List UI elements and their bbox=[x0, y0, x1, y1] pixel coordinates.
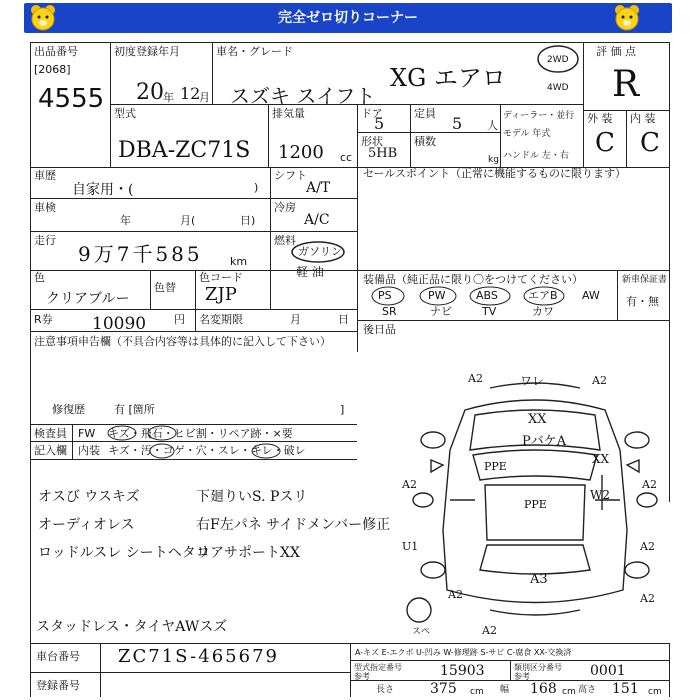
banner-title: 完全ゼロ切りコーナー bbox=[278, 10, 418, 26]
equipment-navi: ナビ bbox=[430, 305, 452, 318]
car-name-label: 車名・グレード bbox=[216, 45, 293, 58]
shape-label: 形状 bbox=[361, 135, 383, 148]
km-unit: km bbox=[230, 255, 248, 268]
damage-mark: A2 bbox=[482, 624, 497, 637]
damage-mark: U1 bbox=[402, 540, 419, 553]
ac-value: A/C bbox=[304, 212, 330, 228]
shaken-day-unit: 日) bbox=[240, 214, 256, 227]
class-code-number: 0001 bbox=[590, 663, 626, 679]
length-label: 長さ bbox=[376, 685, 395, 695]
remark-7: スタッドレス・タイヤAWスズ bbox=[36, 619, 228, 635]
damage-legend: A-キズ E-エクボ U-凹み W-修理跡 S-サビ C-腐食 XX-交換済 bbox=[355, 648, 572, 657]
recycle-label: R券 bbox=[34, 313, 53, 326]
fuel-label: 燃料 bbox=[274, 234, 296, 247]
equipment-sr: SR bbox=[382, 305, 397, 318]
model-label: 型式 bbox=[114, 107, 136, 120]
doors-label: ドア bbox=[361, 107, 383, 120]
height-label: 高さ bbox=[578, 685, 597, 695]
class-code-label: 類別区分番号 bbox=[514, 663, 562, 672]
model-year-label: モデル 年式 bbox=[503, 129, 551, 139]
width-value: 168 bbox=[530, 681, 557, 697]
damage-mark: PバケA bbox=[522, 434, 567, 449]
color-code-label: 色コード bbox=[199, 271, 243, 284]
color-code-value: ZJP bbox=[205, 284, 237, 305]
registration-label: 登録番号 bbox=[36, 679, 80, 692]
length-value: 375 bbox=[430, 681, 457, 697]
capacity-value: 5 bbox=[452, 114, 463, 133]
damage-mark: PPE bbox=[524, 498, 547, 511]
height-value: 151 bbox=[612, 681, 639, 697]
remark-3: ロッドルスレ シートヘタリ bbox=[38, 545, 210, 561]
entry-label: 記入欄 bbox=[34, 444, 67, 457]
doors-value: 5 bbox=[374, 114, 385, 133]
damage-mark: A3 bbox=[530, 572, 548, 587]
history-close: ) bbox=[254, 181, 259, 194]
interior-check-label: 内装 bbox=[78, 444, 100, 457]
repair-history-label: 修復歴 bbox=[52, 403, 85, 416]
exterior-grade: C bbox=[595, 128, 615, 158]
shaken-month-unit: 月( bbox=[180, 214, 196, 227]
damage-mark: PPE bbox=[484, 460, 507, 473]
mileage-value: 9万7千585 bbox=[78, 242, 203, 266]
lot-number: 4555 bbox=[38, 84, 105, 114]
color-label: 色 bbox=[34, 271, 45, 284]
reference-label: 参考 bbox=[514, 672, 530, 681]
equipment-tv: TV bbox=[482, 305, 497, 318]
fuel-diesel: 軽 油 bbox=[296, 265, 324, 279]
car-name: スズキ スイフト bbox=[230, 84, 376, 108]
remark-6: コアサポートXX bbox=[196, 545, 300, 561]
first-registration-label: 初度登録年月 bbox=[114, 45, 180, 58]
lot-code: [2068] bbox=[34, 63, 71, 76]
name-change-label: 名変期限 bbox=[199, 313, 243, 326]
damage-mark: ワレ bbox=[520, 374, 545, 388]
shift-label: シフト bbox=[274, 169, 307, 182]
length-unit: cm bbox=[470, 687, 484, 697]
width-label: 幅 bbox=[500, 685, 510, 695]
chassis-label: 車台番号 bbox=[36, 650, 80, 663]
after-items-label: 後日品 bbox=[363, 323, 396, 336]
damage-mark: A2 bbox=[642, 478, 657, 491]
damage-mark: A2 bbox=[468, 372, 483, 385]
chassis-number: ZC71S-465679 bbox=[118, 646, 279, 667]
equipment-aw: AW bbox=[582, 289, 600, 302]
drive-2wd: 2WD bbox=[547, 55, 569, 65]
damage-mark: A2 bbox=[640, 540, 655, 553]
warranty-value: 有・無 bbox=[626, 295, 659, 308]
damage-mark: A2 bbox=[448, 588, 463, 601]
model-code: DBA-ZC71S bbox=[118, 138, 251, 163]
displacement-value: 1200 bbox=[278, 142, 324, 163]
ac-label: 冷房 bbox=[274, 201, 296, 214]
fw-items: キズ・飛石・ヒビ割・リペア跡・×要 bbox=[108, 427, 293, 440]
yen-unit: 円 bbox=[174, 313, 185, 326]
equipment-airbag: エアB bbox=[528, 289, 558, 302]
notes-label: 注意事項申告欄（不具合内容等は具体的に記入して下さい） bbox=[34, 335, 331, 348]
equipment-label: 装備品（純正品に限り〇をつけてください） bbox=[363, 273, 583, 286]
sales-point-label: セールスポイント（正常に機能するものに限ります） bbox=[363, 167, 627, 180]
interior-check-items: キズ・汚・コゲ・穴・スレ・キレ・破レ bbox=[108, 444, 306, 457]
inspector-label: 検査員 bbox=[34, 427, 67, 440]
interior-label: 内 装 bbox=[630, 112, 656, 125]
height-unit: cm bbox=[648, 687, 662, 697]
first-registration-year: 20 bbox=[136, 80, 164, 105]
shaken-label: 車検 bbox=[34, 201, 56, 214]
damage-mark: XX bbox=[528, 412, 547, 427]
equipment-ps: PS bbox=[378, 289, 392, 302]
bear-mascot-icon bbox=[28, 3, 58, 33]
banner bbox=[24, 3, 672, 33]
fw-label: FW bbox=[78, 427, 96, 440]
first-registration-month: 12 bbox=[180, 84, 201, 103]
remark-1: オスび ウスキズ bbox=[38, 489, 140, 505]
displacement-label: 排気量 bbox=[272, 107, 305, 120]
damage-mark: A2 bbox=[640, 592, 655, 605]
remark-5: 右F左パネ サイドメンバー修正 bbox=[196, 517, 391, 533]
handle-label: ハンドル 左・右 bbox=[503, 151, 569, 161]
person-unit: 人 bbox=[487, 119, 498, 132]
damage-mark: W2 bbox=[590, 488, 610, 502]
month-unit: 月 bbox=[199, 91, 210, 104]
type-cert-label: 型式指定番号 bbox=[354, 663, 402, 672]
shaken-year-unit: 年 bbox=[120, 214, 131, 227]
damage-mark: XX bbox=[592, 452, 610, 466]
dealer-label: ディーラー・並行 bbox=[503, 111, 575, 121]
mileage-label: 走行 bbox=[34, 234, 56, 247]
equipment-abs: ABS bbox=[476, 289, 498, 302]
color-value: クリアブルー bbox=[46, 291, 130, 307]
color-change-label: 色替 bbox=[154, 281, 176, 294]
exterior-label: 外 装 bbox=[587, 112, 613, 125]
damage-mark: A2 bbox=[592, 374, 607, 387]
capacity-label: 定員 bbox=[414, 107, 436, 120]
load-label: 積数 bbox=[414, 135, 436, 148]
equipment-pw: PW bbox=[428, 289, 446, 302]
type-cert-number: 15903 bbox=[440, 663, 485, 679]
repair-history-value: 有 [箇所 bbox=[114, 403, 155, 416]
kg-unit: kg bbox=[488, 155, 499, 165]
equipment-leather: カワ bbox=[532, 305, 554, 318]
car-grade: XG エアロ bbox=[390, 64, 506, 92]
year-unit: 年 bbox=[163, 91, 174, 104]
lot-number-label: 出品番号 bbox=[34, 45, 78, 58]
remark-4: 下廻りいS. Pスリ bbox=[196, 489, 308, 505]
repair-history-close: ] bbox=[340, 403, 345, 416]
equipment-circles-icon bbox=[368, 284, 588, 320]
warranty-label: 新車保証書 bbox=[622, 275, 668, 285]
name-change-month: 月 bbox=[290, 313, 301, 326]
spare-tire-label: スペ bbox=[412, 627, 431, 637]
shape-value: 5HB bbox=[368, 146, 398, 161]
shift-value: A/T bbox=[306, 180, 331, 196]
name-change-day: 日 bbox=[338, 313, 349, 326]
rating-value: R bbox=[612, 64, 640, 105]
history-label: 車歴 bbox=[34, 169, 56, 182]
history-value: 自家用・( bbox=[72, 182, 134, 198]
remark-2: オーディオレス bbox=[38, 517, 135, 533]
width-unit: cm bbox=[562, 687, 576, 697]
cc-unit: cc bbox=[340, 151, 353, 164]
reference-label: 参考 bbox=[354, 672, 370, 681]
drive-4wd: 4WD bbox=[547, 83, 569, 93]
fuel-gasoline: ガソリン bbox=[298, 245, 342, 258]
recycle-amount: 10090 bbox=[92, 314, 147, 334]
inspection-circles-icon bbox=[104, 424, 324, 460]
rating-label: 評 価 点 bbox=[596, 45, 636, 58]
damage-mark: A2 bbox=[402, 478, 417, 491]
interior-grade: C bbox=[640, 128, 660, 158]
bear-mascot-icon bbox=[612, 3, 642, 33]
